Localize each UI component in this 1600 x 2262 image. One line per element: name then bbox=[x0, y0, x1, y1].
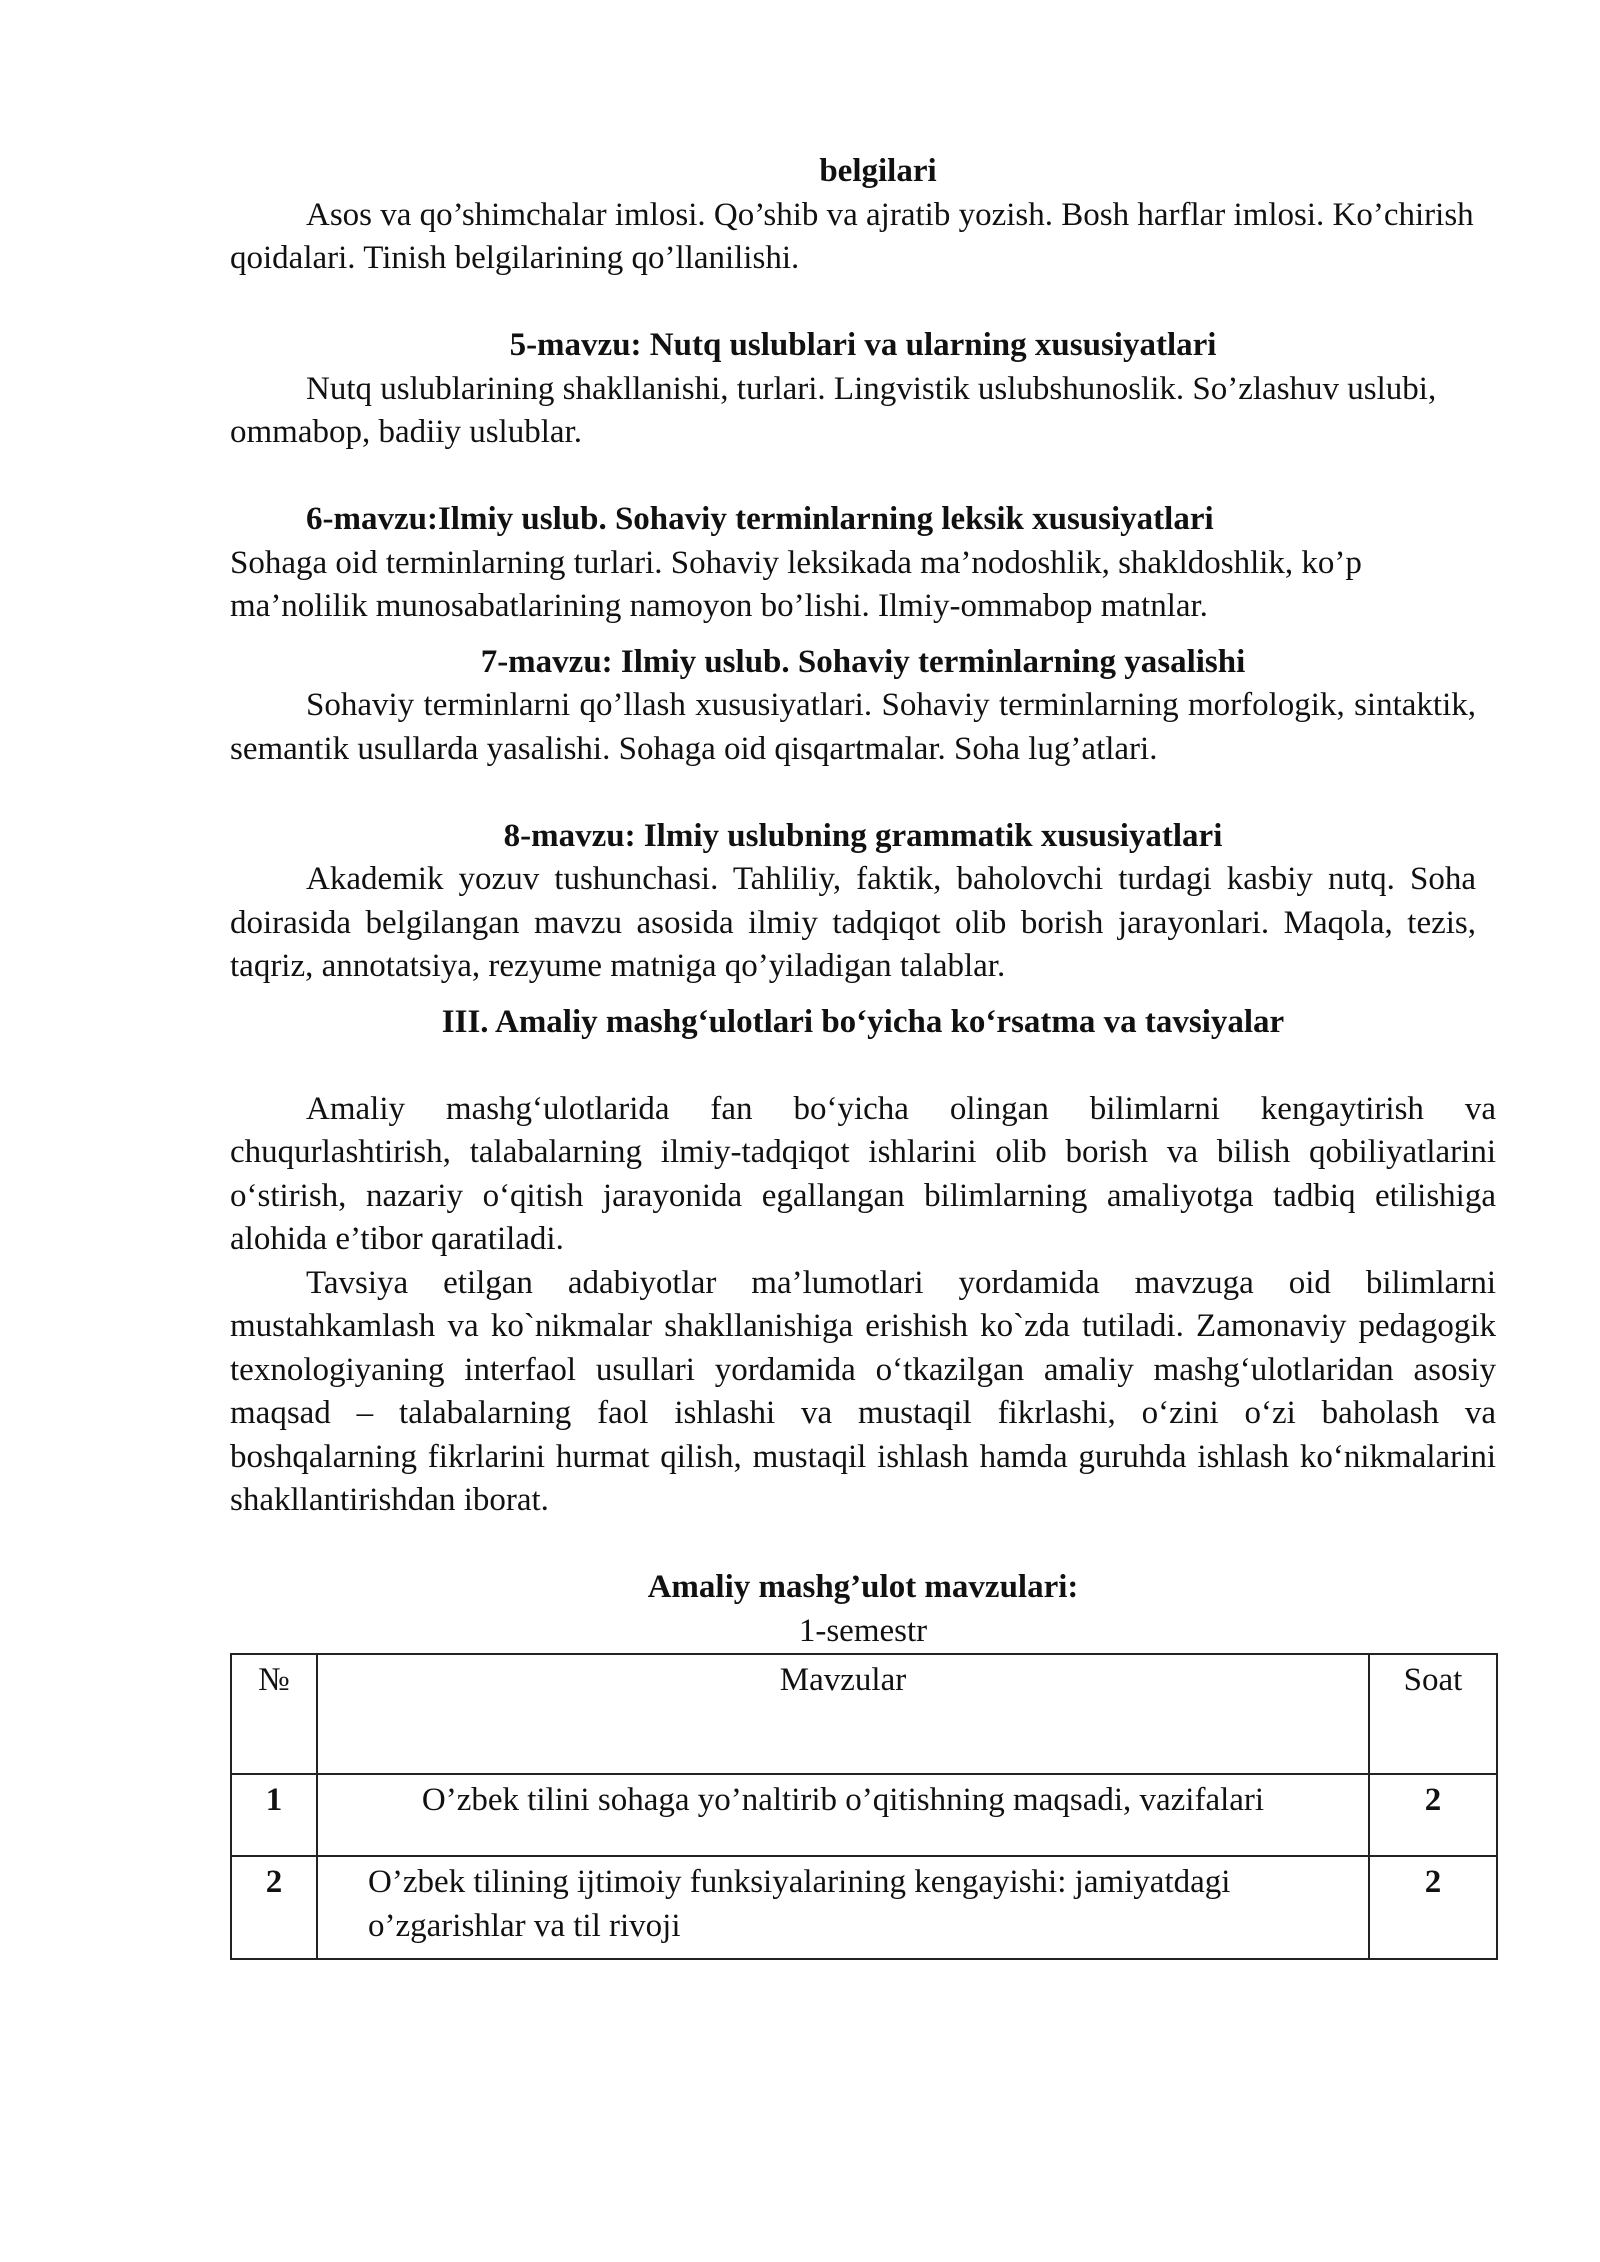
row-hours: 2 bbox=[1369, 1856, 1497, 1959]
section-body-8-mavzu: Akademik yozuv tushunchasi. Tahliliy, faktik, baholovchi turdagi kasbiy nutq. Soha doirasida belgilangan mavzu asosida ilmiy tadqiqot olib borish jarayonlari. Maqola, tezis, taqriz, annotatsiya, rezyume matniga qo’yiladigan talablar. bbox=[230, 861, 1476, 984]
section-heading-5-mavzu: 5-mavzu: Nutq uslublari va ularning xususiyatlari bbox=[509, 327, 1217, 363]
table-row bbox=[231, 1774, 1497, 1856]
table-header-row bbox=[231, 1654, 1497, 1774]
spacer bbox=[230, 771, 1496, 815]
document-page bbox=[230, 150, 1496, 1960]
section-body-5-mavzu: Nutq uslublarining shakllanishi, turlari. Lingvistik uslubshunoslik. So’zlashuv uslubi, ommabop, badiiy uslublar. bbox=[230, 370, 1437, 450]
spacer bbox=[230, 989, 1496, 1001]
row-number: 1 bbox=[231, 1774, 317, 1856]
header-hours: Soat bbox=[1369, 1654, 1497, 1774]
row-hours: 2 bbox=[1369, 1774, 1497, 1856]
part3-paragraph-2: Tavsiya etilgan adabiyotlar ma’lumotlari yordamida mavzuga oid bilimlarni mustahkamlash va ko`nikmalar shakllanishiga erishish ko`zda tutiladi. Zamonaviy pedagogik texnologiyaning interfaol usullari yordamida o‘tkazilgan amaliy mashg‘ulotlaridan asosiy maqsad – talabalarning faol ishlashi va mustaqil fikrlashi, o‘zini o‘zi baholash va boshqalarning fikrlarini hurmat qilish, mustaqil ishlash hamda guruhda ishlash ko‘nikmalarini shakllantirishdan iborat. bbox=[230, 1264, 1496, 1518]
spacer bbox=[230, 455, 1496, 499]
part3-paragraph-1: Amaliy mashg‘ulotlarida fan bo‘yicha olingan bilimlarni kengaytirish va chuqurlashtirish, talabalarning ilmiy-tadqiqot ishlarini olib borish va bilish qobiliyatlarini o‘stirish, nazariy o‘qitish jarayonida egallangan bilimlarning amaliyotga tadbiq etilishiga alohida e’tibor qaratiladi. bbox=[230, 1090, 1496, 1257]
section-heading-8-mavzu: 8-mavzu: Ilmiy uslubning grammatik xususiyatlari bbox=[503, 817, 1223, 854]
section-heading-6-mavzu: 6-mavzu:Ilmiy uslub. Sohaviy terminlarning leksik xususiyatlari bbox=[306, 501, 1214, 537]
section-heading-7-mavzu: 7-mavzu: Ilmiy uslub. Sohaviy terminlarning yasalishi bbox=[480, 643, 1246, 680]
spacer bbox=[230, 1523, 1496, 1567]
spacer bbox=[230, 1044, 1496, 1088]
section-body-6-mavzu: Sohaga oid terminlarning turlari. Sohaviy leksikada ma’nodoshlik, shakldoshlik, ko’p ma’nolilik munosabatlarining namoyon bo’lishi. Ilmiy-ommabop matnlar. bbox=[230, 544, 1362, 624]
row-topic: O’zbek tilini sohaga yo’naltirib o’qitishning maqsadi, vazifalari bbox=[317, 1774, 1369, 1856]
spacer bbox=[230, 629, 1496, 641]
section-body-7-mavzu: Sohaviy terminlarni qo’llash xususiyatlari. Sohaviy terminlarning morfologik, sintaktik, semantik usullarda yasalishi. Sohaga oid qisqartmalar. Soha lug’atlari. bbox=[230, 687, 1476, 767]
topics-table bbox=[230, 1653, 1498, 1960]
section-heading-belgilari: belgilari bbox=[819, 153, 937, 189]
table-row bbox=[231, 1856, 1497, 1959]
spacer bbox=[230, 281, 1496, 325]
row-number: 2 bbox=[231, 1856, 317, 1959]
header-number: № bbox=[231, 1654, 317, 1774]
table-title: Amaliy mashg’ulot mavzulari: bbox=[647, 1569, 1079, 1605]
section-body-belgilari: Asos va qo’shimchalar imlosi. Qo’shib va ajratib yozish. Bosh harflar imlosi. Ko’chirish qoidalari. Tinish belgilarining qo’llanilishi. bbox=[230, 196, 1474, 276]
part3-heading: III. Amaliy mashg‘ulotlari bo‘yicha ko‘rsatma va tavsiyalar bbox=[441, 1003, 1285, 1040]
row-topic: O’zbek tilining ijtimoiy funksiyalarining kengayishi: jamiyatdagi o’zgarishlar va til rivoji bbox=[317, 1856, 1369, 1959]
header-topics: Mavzular bbox=[317, 1654, 1369, 1774]
table-subtitle: 1-semestr bbox=[798, 1612, 928, 1649]
